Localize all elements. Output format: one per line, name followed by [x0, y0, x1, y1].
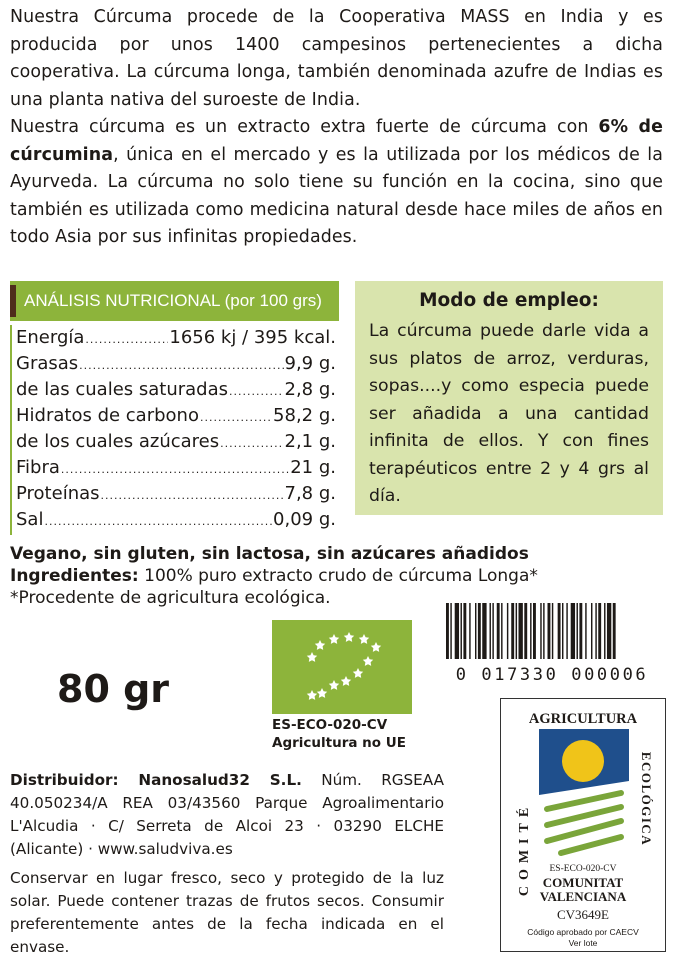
- caecv-note-2: Ver lote: [568, 938, 598, 948]
- barcode-bar: [475, 603, 476, 659]
- dot-leader: [79, 353, 283, 379]
- nutrition-header: [10, 281, 339, 321]
- nutrition-row: [16, 403, 336, 429]
- caecv-top-label: AGRICULTURA: [528, 711, 638, 727]
- ingredients-line: [10, 565, 650, 587]
- barcode-bar: [598, 603, 601, 659]
- barcode-bar: [478, 603, 481, 659]
- nutrition-row: [16, 325, 336, 351]
- curcumin-percentage: 6% de cúrcumina: [10, 117, 663, 165]
- dot-leader: [200, 405, 272, 431]
- nutrition-row: [16, 507, 336, 533]
- caecv-note-1: Código aprobado por CAECV: [527, 927, 639, 937]
- eu-leaf-stars-icon: [272, 620, 412, 714]
- barcode-bar: [530, 603, 531, 659]
- dot-leader: [61, 457, 289, 483]
- barcode-bar: [450, 603, 451, 659]
- nutrient-value: 2,1 g.: [284, 431, 336, 452]
- nutrient-label: Grasas: [16, 353, 79, 374]
- barcode-bar: [463, 603, 466, 659]
- nutrient-label: de los cuales azúcares: [16, 431, 220, 452]
- barcode-bar: [492, 603, 493, 659]
- nutrient-value: 9,9 g.: [284, 353, 336, 374]
- caecv-seal-graphic: [501, 699, 665, 951]
- barcode-bar: [469, 603, 470, 659]
- barcode-bar: [585, 603, 586, 659]
- barcode-bar: [613, 603, 616, 659]
- barcode-bar: [562, 603, 563, 659]
- ingredients-footnote: *Procedente de agricultura ecológica.: [10, 588, 331, 608]
- barcode-bar: [552, 603, 553, 659]
- dot-leader: [220, 431, 283, 457]
- nutrition-row: [16, 377, 336, 403]
- caecv-registration: CV3649E: [557, 907, 609, 922]
- barcode-bar: [571, 603, 575, 659]
- barcode-bar: [516, 603, 517, 659]
- barcode-bar: [501, 603, 502, 659]
- dot-leader: [44, 509, 272, 535]
- barcode-bars: [440, 603, 664, 663]
- intro-paragraph-1: Nuestra Cúrcuma procede de la Cooperativa MASS en India y es producida por unos 1400 campesinos pertenecientes a dicha cooperativa. La cúrcuma longa, también denominada azufre de Indias es una planta nativa del suroeste de India.: [10, 7, 663, 110]
- barcode-bar: [579, 603, 582, 659]
- eco-code: ES-ECO-020-CV: [272, 717, 388, 733]
- dot-leader: [229, 379, 283, 405]
- nutrition-row: [16, 455, 336, 481]
- barcode-bar: [519, 603, 523, 659]
- nutrient-value: 0,09 g.: [273, 509, 336, 530]
- eco-origin: Agricultura no UE: [272, 735, 406, 751]
- nutrient-value: 58,2 g.: [273, 405, 336, 426]
- barcode-bar: [482, 603, 486, 659]
- ingredients-label: Ingredientes:: [10, 566, 139, 586]
- nutrient-label: Hidratos de carbono: [16, 405, 199, 426]
- barcode-bar: [511, 603, 514, 659]
- caecv-line2: VALENCIANA: [539, 889, 627, 904]
- eu-organic-logo: [272, 620, 412, 714]
- nutrition-row: [16, 351, 336, 377]
- barcode-number: 0 017330 000006: [455, 665, 649, 685]
- ingredients-text: 100% puro extracto crudo de cúrcuma Longa*: [138, 566, 538, 586]
- sun-icon: [562, 740, 604, 782]
- barcode-bar: [490, 603, 491, 659]
- eco-certification: [272, 716, 406, 752]
- nutrition-table: [16, 325, 336, 533]
- nutrient-value: 21 g.: [290, 457, 336, 478]
- barcode-bar: [497, 603, 500, 659]
- caecv-code: ES-ECO-020-CV: [549, 864, 617, 874]
- barcode-bar: [455, 603, 459, 659]
- caecv-line1: COMUNITAT: [542, 875, 624, 890]
- product-claims: [10, 543, 650, 609]
- usage-text: La cúrcuma puede darle vida a sus platos de arroz, verduras, sopas....y como especia puede ser añadida a una cantidad infinita de ellos. Y con fines terapéuticos entre 2 y 4 grs al día.: [369, 321, 649, 506]
- nutrition-title: ANÁLISIS NUTRICIONAL (por 100 grs): [24, 291, 322, 310]
- storage-instructions: Conservar en lugar fresco, seco y protegido de la luz solar. Puede contener trazas de frutos secos. Consumir preferentemente antes de la fecha indicada en el envase.: [10, 869, 444, 956]
- barcode-bar: [543, 603, 544, 659]
- caecv-right-label: ECOLÓGICA: [639, 751, 654, 847]
- nutrient-value: 7,8 g.: [284, 483, 336, 504]
- dot-leader: [101, 483, 284, 509]
- barcode-bar: [446, 603, 449, 659]
- net-weight: 80 gr: [57, 667, 170, 711]
- intro-p2-text-end: , única en el mercado y es la utilizada por los médicos de la Ayurveda. La cúrcuma no solo tiene su función en la cocina, sino que también es utilizada como medicina natural desde hace miles de años en todo Asia por sus infinitas propiedades.: [10, 144, 663, 247]
- distributor-text: Núm. RGSEAA 40.050234/A REA 03/43560 Parque Agroalimentario L'Alcudia · C/ Serreta de Alcoi 23 · 03290 ELCHE (Alicante) · www.saludviva.es: [10, 771, 444, 858]
- barcode-bar: [604, 603, 605, 659]
- nutrient-label: de las cuales saturadas: [16, 379, 229, 400]
- intro-text: [10, 4, 663, 252]
- nutrition-row: [16, 481, 336, 507]
- nutrient-value: 1656 kj / 395 kcal.: [169, 327, 336, 348]
- barcode-bar: [577, 603, 578, 659]
- barcode-bar: [607, 603, 611, 659]
- nutrient-label: Sal: [16, 509, 44, 530]
- barcode-bar: [591, 603, 592, 659]
- nutrient-label: Fibra: [16, 457, 60, 478]
- diet-claims: Vegano, sin gluten, sin lactosa, sin azúcares añadidos: [10, 544, 529, 564]
- barcode-bar: [507, 603, 508, 659]
- nutrient-value: 2,8 g.: [284, 379, 336, 400]
- barcode-bar: [524, 603, 527, 659]
- usage-title: Modo de empleo:: [419, 290, 599, 311]
- barcode-bar: [461, 603, 462, 659]
- intro-paragraph-2: [10, 114, 663, 252]
- intro-p2-text: Nuestra cúrcuma es un extracto extra fuerte de cúrcuma con: [10, 117, 599, 137]
- nutrition-header-accent: [10, 285, 16, 317]
- caecv-left-label: COMITÉ: [517, 801, 532, 897]
- barcode-bar: [533, 603, 536, 659]
- nutrient-label: Proteínas: [16, 483, 100, 504]
- distributor-label: Distribuidor: Nanosalud32 S.L.: [10, 771, 302, 789]
- caecv-seal: [500, 698, 666, 952]
- barcode-bar: [595, 603, 596, 659]
- distributor-info: [10, 769, 444, 861]
- barcode-bar: [548, 603, 551, 659]
- dot-leader: [85, 327, 168, 353]
- nutrition-left-rule: [10, 325, 12, 535]
- nutrition-row: [16, 429, 336, 455]
- barcode-bar: [558, 603, 561, 659]
- barcode-bar: [566, 603, 567, 659]
- barcode-bar: [540, 603, 541, 659]
- nutrient-label: Energía: [16, 327, 85, 348]
